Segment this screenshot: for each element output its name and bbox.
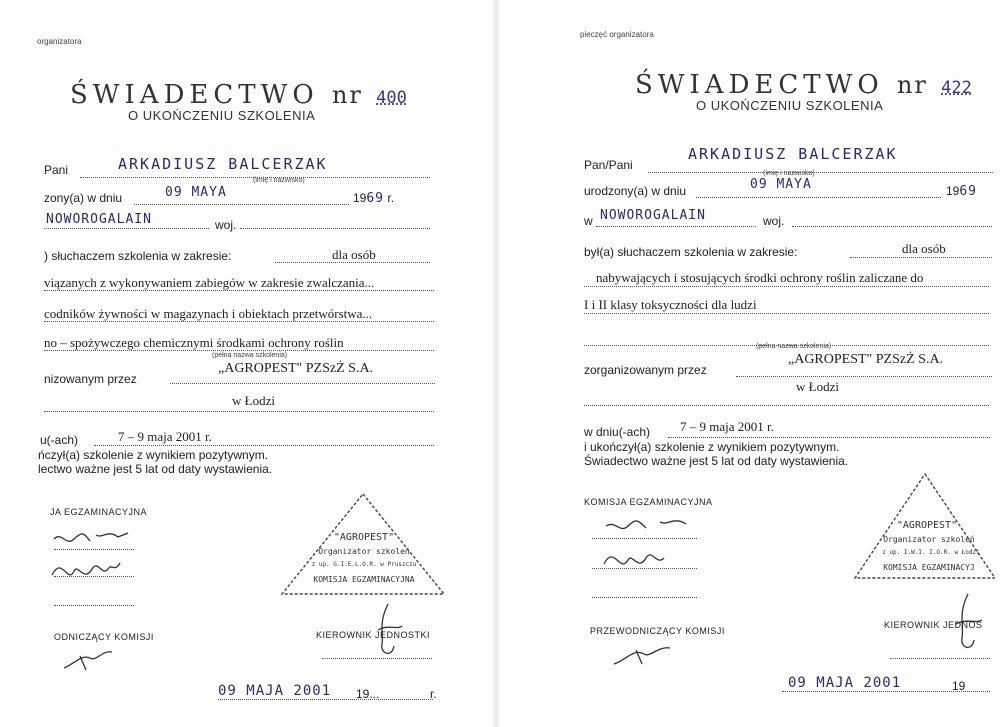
- organizer-label: pieczęć organizatora: [580, 30, 654, 39]
- organizer-label: organizatora: [37, 37, 82, 46]
- organized-label: nizowanym przez: [44, 372, 137, 386]
- year-printed: 19: [946, 184, 960, 198]
- scope-line-1: dla osób: [332, 247, 376, 262]
- born-date: 09 MAYA: [750, 177, 812, 192]
- voiv-label: woj.: [763, 214, 785, 228]
- city: w Łodzi: [796, 379, 839, 394]
- certificate-subtitle: O UKOŃCZENIU SZKOLENIA: [128, 108, 316, 123]
- organizer-name: „AGROPEST" PZSzŻ S.A.: [788, 352, 944, 367]
- result-text: ńczył(a) szkolenie z wynikiem pozytywnym.: [38, 448, 269, 462]
- certificate-right: [500, 0, 1000, 727]
- voiv-label: woj.: [215, 218, 237, 232]
- svg-text:Organizator szkoleń: Organizator szkoleń: [883, 535, 975, 544]
- svg-text:z up. G.I.E.L.O.R. w Pruszczu: z up. G.I.E.L.O.R. w Pruszczu: [311, 561, 417, 568]
- nr-label: nr: [896, 71, 928, 99]
- validity-text: lectwo ważne jest 5 lat od daty wystawienia.: [38, 462, 273, 476]
- org-caption: (pełna nazwa szkolenia): [212, 352, 288, 359]
- year-hand: 69: [959, 184, 978, 199]
- commission-label: KOMISJA EGZAMINACYJNA: [584, 497, 713, 507]
- person-name: ARKADIUSZ BALCERZAK: [118, 155, 328, 173]
- certificate-left: [0, 0, 495, 727]
- organized-label: zorganizowanym przez: [584, 363, 707, 377]
- pani-label: Pani: [44, 163, 69, 177]
- validity-text: Świadectwo ważne jest 5 lat od daty wystawienia.: [584, 454, 849, 468]
- born-date: 09 MAYA: [165, 185, 227, 200]
- director-label: KIEROWNIK JEDNOSTKI: [316, 630, 431, 640]
- scope-line-3: codników żywności w magazynach i obiektach przetwórstwa...: [44, 306, 373, 321]
- svg-text:KOMISJA EGZAMINACYJNA: KOMISJA EGZAMINACYJNA: [313, 575, 415, 584]
- pani-label: Pan/Pani: [584, 158, 633, 172]
- scope-line-2: viązanych z wykonywaniem zabiegów w zakresie zwalczania...: [44, 275, 375, 290]
- certificate-title: [70, 80, 407, 110]
- svg-text:Organizator szkoleń: Organizator szkoleń: [318, 547, 410, 556]
- result-text: i ukończył(a) szkolenie z wynikiem pozytywnym.: [584, 440, 840, 454]
- nr-label: nr: [331, 81, 363, 109]
- commission-signatures: [600, 512, 710, 582]
- name-caption: (imię i nazwisko): [763, 170, 815, 177]
- scope-line-3: I i II klasy toksyczności dla ludzi: [584, 297, 757, 312]
- dates-label: u(-ach): [40, 433, 79, 447]
- certificate-number: 422: [941, 78, 972, 98]
- scope-line-2: nabywających i stosujących środki ochrony roślin zaliczane do: [596, 270, 924, 285]
- voivodeship-place: NOWOROGALAIN: [46, 212, 152, 227]
- stamp-left: [278, 490, 448, 600]
- course-dates: 7 – 9 maja 2001 r.: [680, 419, 774, 434]
- title-text: ŚWIADECTWO: [70, 80, 319, 110]
- participant-label: był(a) słuchaczem szkolenia w zakresie:: [584, 245, 798, 259]
- chair-signature: [60, 638, 140, 678]
- birth-year: [353, 191, 394, 206]
- w-label: w: [584, 214, 593, 228]
- participant-label: ) słuchaczem szkolenia w zakresie:: [44, 249, 232, 263]
- person-name: ARKADIUSZ BALCERZAK: [688, 145, 898, 163]
- chair-label: PRZEWODNICZĄCY KOMISJI: [590, 626, 725, 636]
- organizer-name: „AGROPEST" PZSzŻ S.A.: [218, 361, 374, 376]
- scope-line-1: dla osób: [902, 241, 946, 256]
- certificate-subtitle: O UKOŃCZENIU SZKOLENIA: [696, 98, 884, 113]
- svg-text:z up. I.W.I. I.O.R. w Łodzi: z up. I.W.I. I.O.R. w Łodzi: [882, 549, 980, 556]
- issue-date: 09 MAJA 2001: [788, 675, 902, 691]
- issue-year: 19: [952, 679, 966, 693]
- svg-text:"AGROPEST": "AGROPEST": [333, 532, 395, 543]
- born-label: zony(a) w dniu: [44, 191, 123, 205]
- commission-label: JA EGZAMINACYJNA: [50, 507, 148, 517]
- issue-date: 09 MAJA 2001: [218, 683, 332, 699]
- scope-line-4: no – spożywczego chemicznymi środkami ochrony roślin: [44, 335, 344, 350]
- title-text: ŚWIADECTWO: [635, 70, 884, 100]
- year-hand: 69: [366, 191, 385, 206]
- name-caption: (imię i nazwisko): [253, 177, 305, 184]
- birth-year: [946, 184, 977, 199]
- dates-label: w dniu(-ach): [584, 425, 651, 439]
- certificate-title: [635, 70, 972, 100]
- org-caption: (pełna nazwa szkolenia): [756, 343, 832, 350]
- born-label: urodzony(a) w dniu: [584, 184, 687, 198]
- issue-year: 19...: [356, 687, 380, 701]
- certificate-number: 400: [376, 88, 407, 108]
- stamp-right: [845, 470, 995, 585]
- chair-signature: [610, 632, 700, 672]
- year-printed: 19: [353, 191, 367, 205]
- year-suffix: r.: [387, 191, 395, 205]
- chair-label: ODNICZĄCY KOMISJI: [54, 632, 154, 642]
- city: w Łodzi: [232, 393, 275, 408]
- commission-signatures: [50, 525, 150, 595]
- svg-text:KOMISJA EGZAMINACYJ: KOMISJA EGZAMINACYJ: [883, 563, 975, 572]
- svg-text:"AGROPEST": "AGROPEST": [896, 520, 958, 531]
- voivodeship-place: NOWOROGALAIN: [600, 208, 706, 223]
- course-dates: 7 – 9 maja 2001 r.: [118, 429, 212, 444]
- director-label: KIEROWNIK JEDNOS: [884, 620, 983, 630]
- issue-suffix: r.: [430, 687, 437, 701]
